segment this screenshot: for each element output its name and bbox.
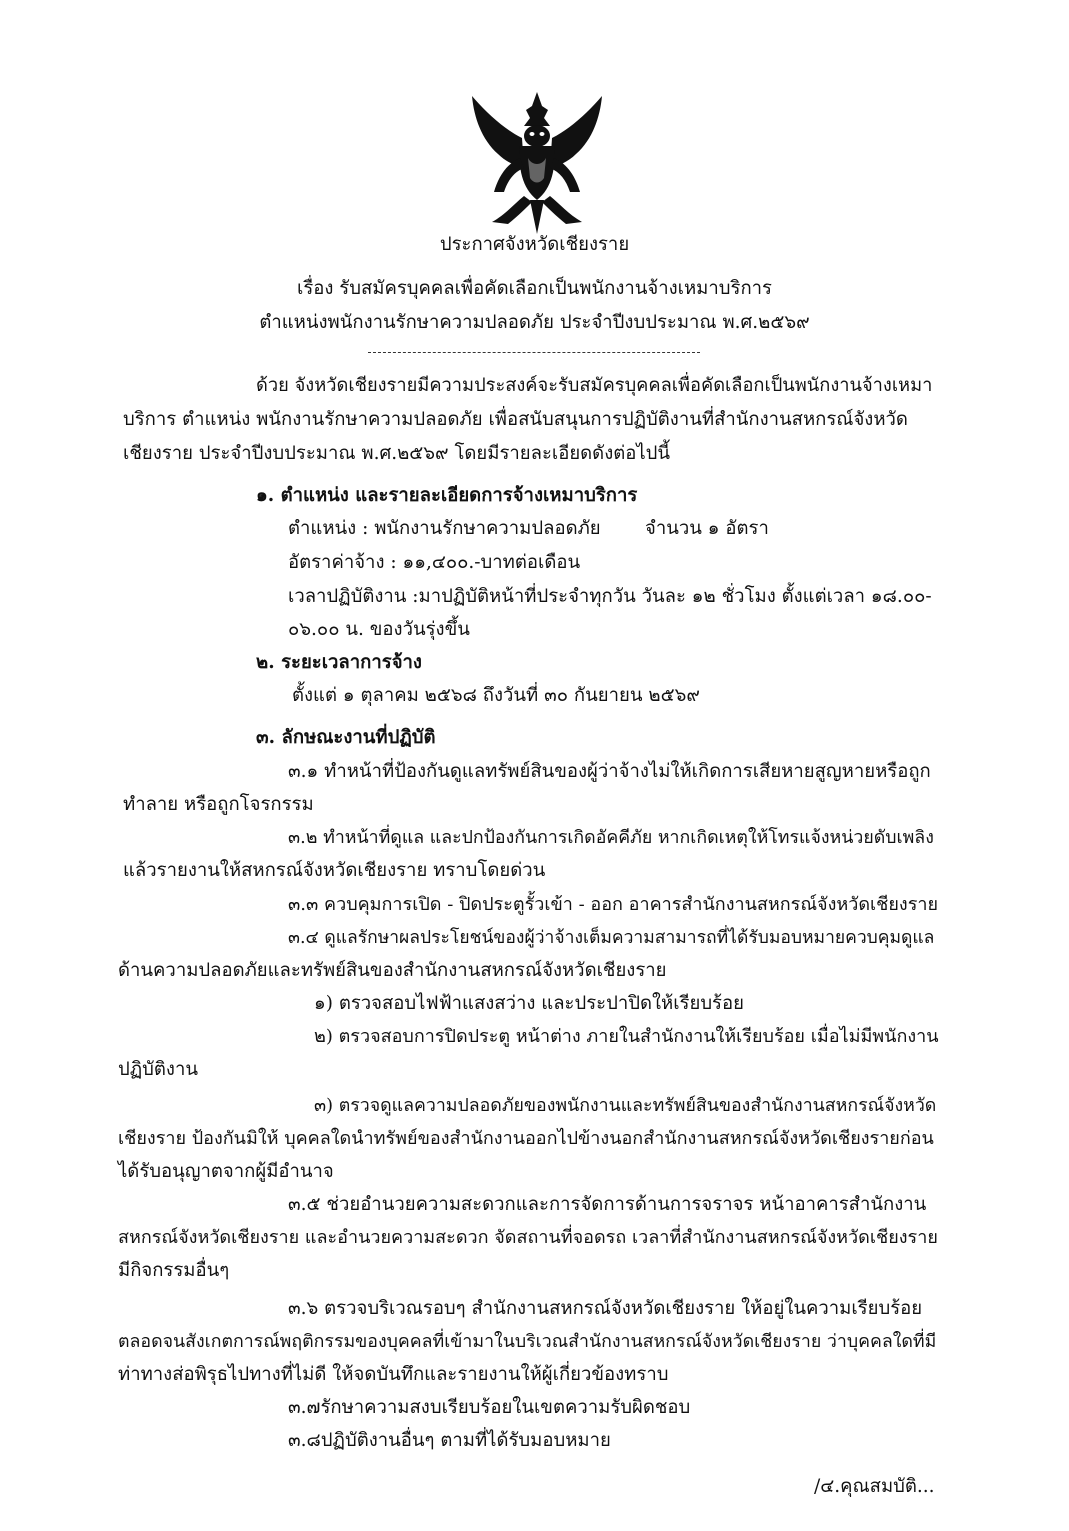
- duty-3-1-line-2: ทำลาย หรือถูกโจรกรรม: [123, 794, 314, 815]
- duty-3-5-line-3: มีกิจกรรมอื่นๆ: [118, 1260, 230, 1281]
- subduty-2-line-1: ๒) ตรวจสอบการปิดประตู หน้าต่าง ภายในสำนักงานให้เรียบร้อย เมื่อไม่มีพนักงาน: [314, 1026, 939, 1047]
- duty-3-3: ๓.๓ ควบคุมการเปิด - ปิดประตูรั้วเข้า - ออก อาคารสำนักงานสหกรณ์จังหวัดเชียงราย: [288, 894, 939, 915]
- duty-3-6-line-3: ท่าทางส่อพิรุธไปทางที่ไม่ดี ให้จดบันทึกและรายงานให้ผู้เกี่ยวข้องทราบ: [118, 1364, 669, 1385]
- subduty-3-line-2: เชียงราย ป้องกันมิให้ บุคคลใดนำทรัพย์ของสำนักงานออกไปข้างนอกสำนักงานสหกรณ์จังหวัดเชียงรายก่อน: [118, 1128, 934, 1149]
- duty-3-5-line-1: ๓.๕ ช่วยอำนวยความสะดวกและการจัดการด้านการจราจร หน้าอาคารสำนักงาน: [288, 1194, 927, 1215]
- intro-line-1: ด้วย จังหวัดเชียงรายมีความประสงค์จะรับสมัครบุคคลเพื่อคัดเลือกเป็นพนักงานจ้างเหมา: [256, 375, 933, 396]
- wage-rate: อัตราค่าจ้าง : ๑๑,๔๐๐.-บาทต่อเดือน: [288, 552, 581, 573]
- duty-3-8: ๓.๘ปฏิบัติงานอื่นๆ ตามที่ได้รับมอบหมาย: [288, 1430, 611, 1451]
- section-2-heading: ๒. ระยะเวลาการจ้าง: [256, 652, 422, 673]
- duty-3-7: ๓.๗รักษาความสงบเรียบร้อยในเขตความรับผิดชอบ: [288, 1397, 691, 1418]
- intro-line-2: บริการ ตำแหน่ง พนักงานรักษาความปลอดภัย เพื่อสนับสนุนการปฏิบัติงานที่สำนักงานสหกรณ์จังหวัด: [123, 409, 908, 430]
- announcement-subject: เรื่อง รับสมัครบุคคลเพื่อคัดเลือกเป็นพนักงานจ้างเหมาบริการ: [297, 278, 772, 299]
- subduty-3-line-3: ได้รับอนุญาตจากผู้มีอำนาจ: [118, 1161, 334, 1182]
- subduty-3-line-1: ๓) ตรวจดูแลความปลอดภัยของพนักงานและทรัพย์สินของสำนักงานสหกรณ์จังหวัด: [314, 1096, 937, 1116]
- duty-3-4-line-1: ๓.๔ ดูแลรักษาผลประโยชน์ของผู้ว่าจ้างเต็มความสามารถที่ได้รับมอบหมายควบคุมดูแล: [288, 928, 935, 948]
- duty-3-2-line-2: แล้วรายงานให้สหกรณ์จังหวัดเชียงราย ทราบโดยด่วน: [123, 860, 546, 881]
- subduty-2-line-2: ปฏิบัติงาน: [118, 1059, 198, 1080]
- subduty-1: ๑) ตรวจสอบไฟฟ้าแสงสว่าง และประปาปิดให้เรียบร้อย: [314, 993, 744, 1014]
- duty-3-6-line-1: ๓.๖ ตรวจบริเวณรอบๆ สำนักงานสหกรณ์จังหวัดเชียงราย ให้อยู่ในความเรียบร้อย: [288, 1298, 923, 1319]
- announcement-title: ประกาศจังหวัดเชียงราย: [439, 234, 630, 255]
- employment-period: ตั้งแต่ ๑ ตุลาคม ๒๕๖๘ ถึงวันที่ ๓๐ กันยายน ๒๕๖๙: [292, 685, 700, 706]
- continued-marker: /๔.คุณสมบัติ...: [814, 1476, 935, 1497]
- header-divider: [368, 352, 700, 353]
- working-hours-line-1: เวลาปฏิบัติงาน :มาปฏิบัติหน้าที่ประจำทุกวัน วันละ ๑๒ ชั่วโมง ตั้งแต่เวลา ๑๘.๐๐-: [288, 586, 932, 607]
- announcement-position-line: ตำแหน่งพนักงานรักษาความปลอดภัย ประจำปีงบประมาณ พ.ศ.๒๕๖๙: [259, 312, 810, 333]
- duty-3-5-line-2: สหกรณ์จังหวัดเชียงราย และอำนวยความสะดวก จัดสถานที่จอดรถ เวลาที่สำนักงานสหกรณ์จังหวัดเชียงราย: [118, 1227, 938, 1248]
- duty-3-2-line-1: ๓.๒ ทำหน้าที่ดูแล และปกป้องกันการเกิดอัคคีภัย หากเกิดเหตุให้โทรแจ้งหน่วยดับเพลิง: [288, 828, 934, 848]
- working-hours-line-2: ๐๖.๐๐ น. ของวันรุ่งขึ้น: [288, 619, 470, 640]
- intro-line-3: เชียงราย ประจำปีงบประมาณ พ.ศ.๒๕๖๙ โดยมีรายละเอียดดังต่อไปนี้: [123, 443, 671, 464]
- position-label: ตำแหน่ง : พนักงานรักษาความปลอดภัย: [288, 518, 601, 539]
- garuda-emblem-icon: [462, 88, 612, 238]
- position-count: จำนวน ๑ อัตรา: [645, 518, 769, 539]
- section-1-heading: ๑. ตำแหน่ง และรายละเอียดการจ้างเหมาบริการ: [256, 485, 638, 506]
- section-3-heading: ๓. ลักษณะงานที่ปฏิบัติ: [256, 727, 436, 748]
- duty-3-4-line-2: ด้านความปลอดภัยและทรัพย์สินของสำนักงานสหกรณ์จังหวัดเชียงราย: [118, 960, 667, 981]
- duty-3-1-line-1: ๓.๑ ทำหน้าที่ป้องกันดูแลทรัพย์สินของผู้ว่าจ้างไม่ให้เกิดการเสียหายสูญหายหรือถูก: [288, 761, 931, 782]
- duty-3-6-line-2: ตลอดจนสังเกตการณ์พฤติกรรมของบุคคลที่เข้ามาในบริเวณสำนักงานสหกรณ์จังหวัดเชียงราย ว่าบุคคลใดที่มี: [118, 1332, 937, 1352]
